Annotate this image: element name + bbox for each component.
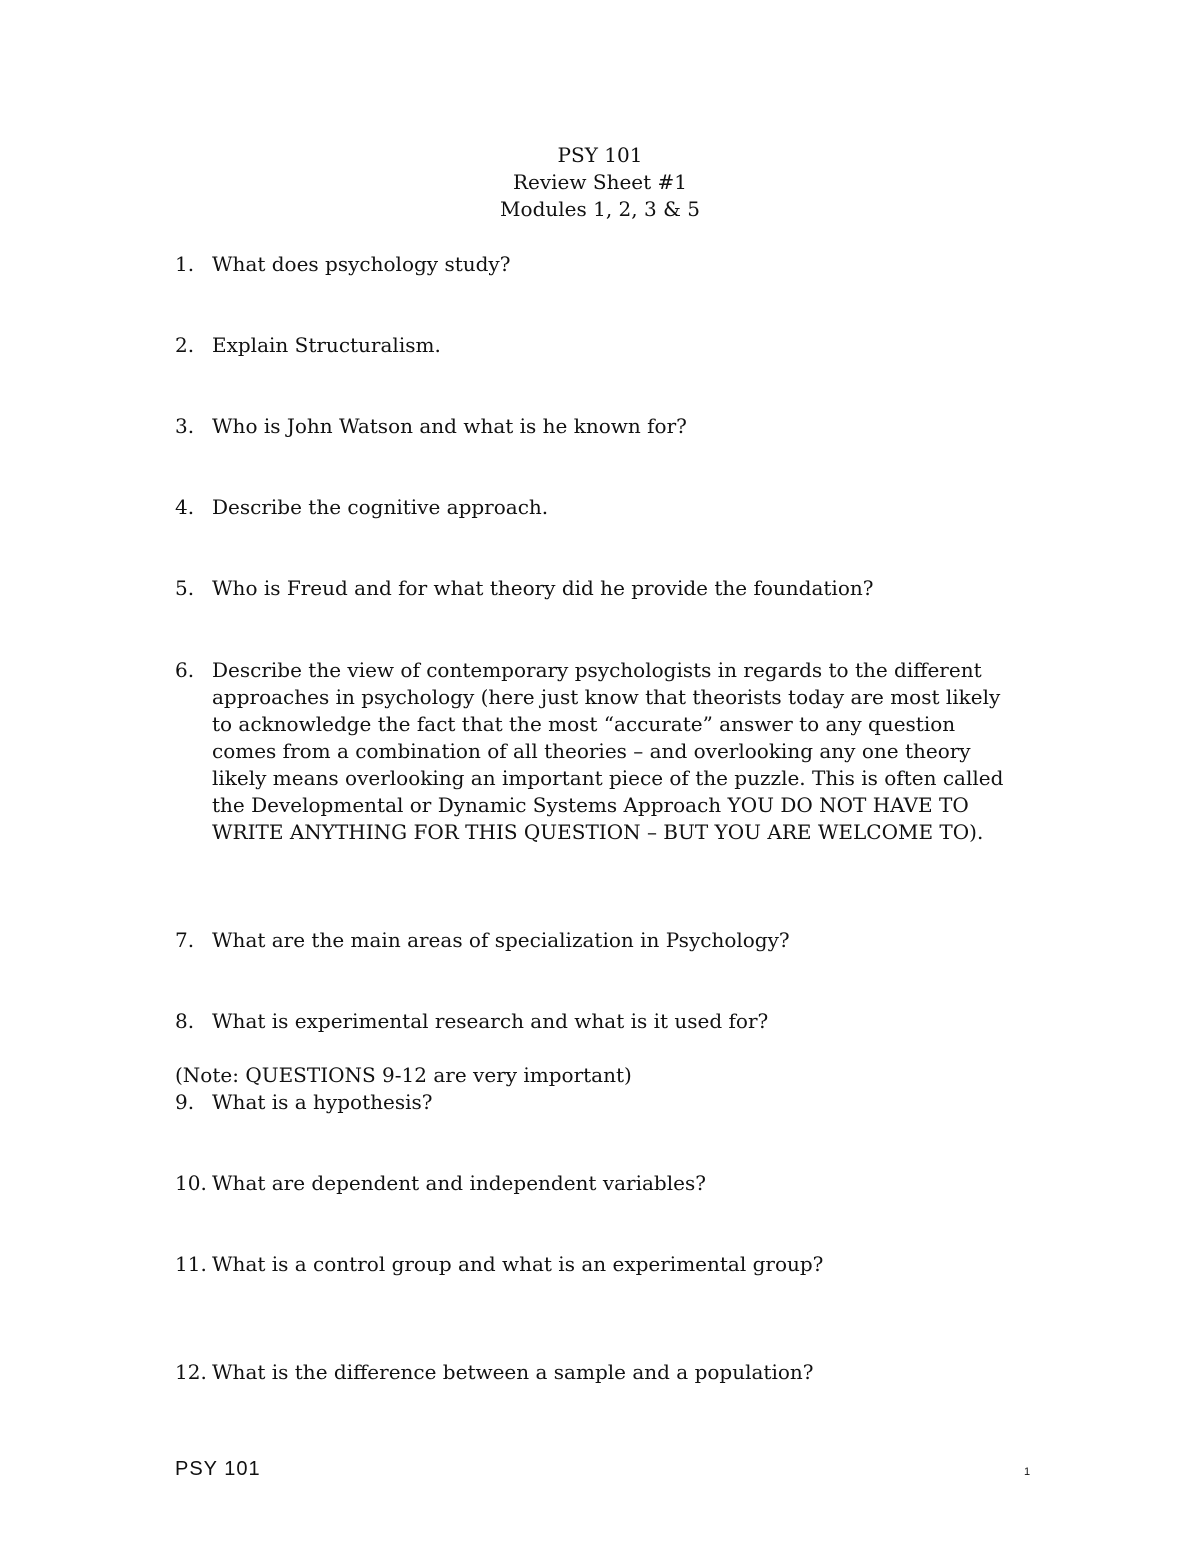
question-number: 1. (175, 252, 195, 276)
question-number: 2. (175, 333, 195, 357)
question-text: What is the difference between a sample and a population? (212, 1360, 814, 1384)
question-number: 5. (175, 576, 195, 600)
question-text: What is a control group and what is an experimental group? (212, 1252, 824, 1276)
question-text: What is a hypothesis? (212, 1090, 433, 1114)
question-number: 12. (175, 1360, 207, 1384)
question-text: Describe the view of contemporary psychologists in regards to the different approaches in psychology (here just know that theorists today are most likely to acknowledge the fact that the most “accurate” answer to any question comes from a combination of all theories – and overlooking any one theory likely means overlooking an important piece of the puzzle. This is often called the Developmental or Dynamic Systems Approach YOU DO NOT HAVE TO WRITE ANYTHING FOR THIS QUESTION – BUT YOU ARE WELCOME TO). (212, 658, 1004, 844)
question-text: Explain Structuralism. (212, 333, 441, 357)
document-header (0, 142, 1200, 223)
question-number: 8. (175, 1009, 195, 1033)
question-text: Who is Freud and for what theory did he provide the foundation? (212, 576, 874, 600)
question-number: 10. (175, 1171, 207, 1195)
question-text: What is experimental research and what is it used for? (212, 1009, 769, 1033)
question-item (175, 1089, 1015, 1116)
question-text: Describe the cognitive approach. (212, 495, 549, 519)
question-item (175, 1008, 1015, 1035)
question-item (175, 657, 1015, 846)
question-number: 11. (175, 1252, 207, 1276)
question-item (175, 413, 1015, 440)
sheet-title: Review Sheet #1 (512, 170, 688, 194)
question-number: 4. (175, 495, 195, 519)
question-item (175, 927, 1015, 954)
modules-line: Modules 1, 2, 3 & 5 (500, 197, 700, 221)
question-item (175, 1170, 1015, 1197)
question-item (175, 1359, 1015, 1386)
question-item (175, 332, 1015, 359)
question-number: 9. (175, 1090, 195, 1114)
question-item (175, 251, 1015, 278)
page-number: 1 (1024, 1466, 1031, 1478)
course-title: PSY 101 (557, 143, 643, 167)
question-item (175, 1251, 1015, 1278)
question-item (175, 575, 1015, 602)
question-number: 7. (175, 928, 195, 952)
question-text: What does psychology study? (212, 252, 511, 276)
question-number: 6. (175, 658, 195, 682)
important-note: (Note: QUESTIONS 9-12 are very important) (175, 1063, 632, 1087)
footer-course: PSY 101 (175, 1458, 261, 1480)
question-number: 3. (175, 414, 195, 438)
question-text: Who is John Watson and what is he known for? (212, 414, 687, 438)
question-item (175, 494, 1015, 521)
question-text: What are dependent and independent variables? (212, 1171, 706, 1195)
question-text: What are the main areas of specialization in Psychology? (212, 928, 790, 952)
